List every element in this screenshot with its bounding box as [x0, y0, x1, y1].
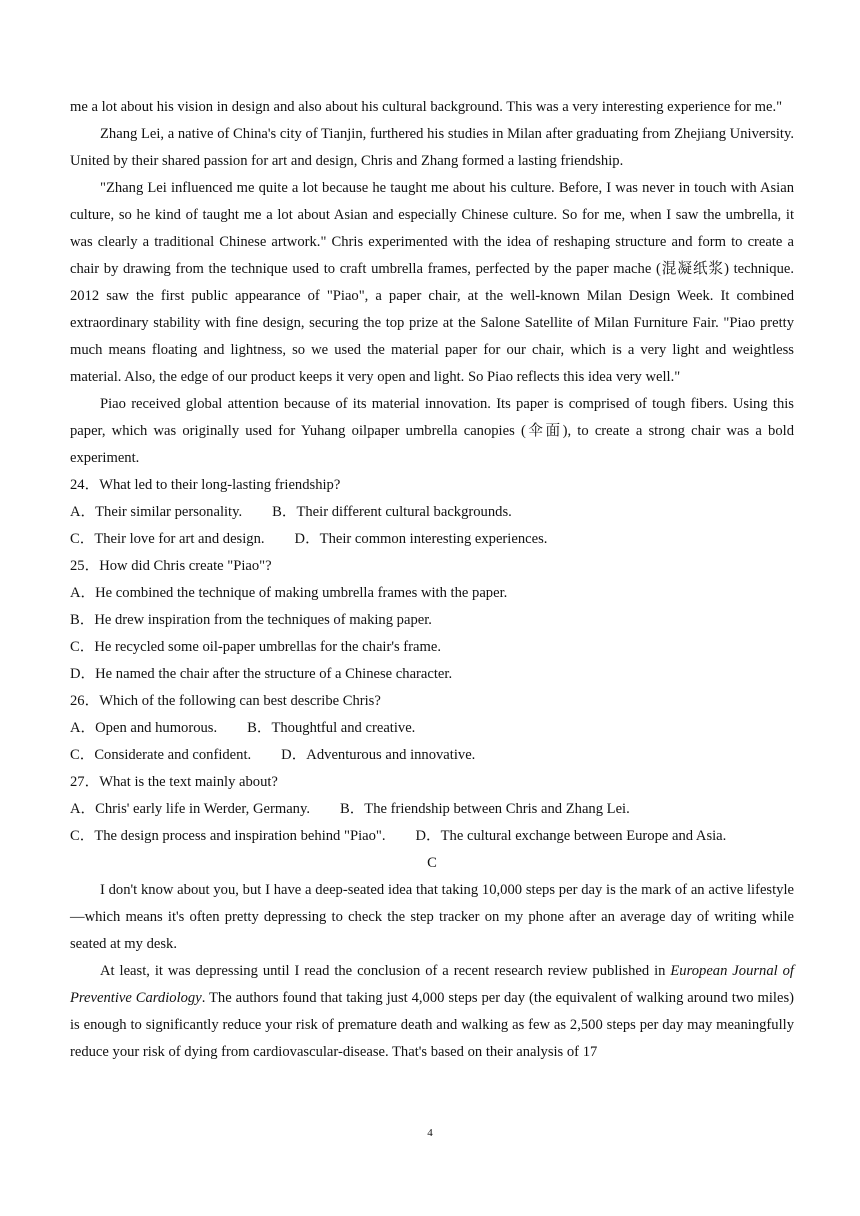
- option-26-d: D．Adventurous and innovative.: [281, 747, 476, 763]
- option-26-b: B．Thoughtful and creative.: [247, 720, 416, 736]
- question-26-stem: 26．Which of the following can best describe Chris?: [70, 693, 381, 709]
- option-27-d: D．The cultural exchange between Europe and Asia.: [415, 828, 727, 844]
- question-26-options-cd: [70, 742, 794, 769]
- document-page: [70, 94, 794, 1066]
- option-24-a: A．Their similar personality.: [70, 504, 243, 520]
- question-25-stem: 25．How did Chris create "Piao"?: [70, 558, 272, 574]
- question-27-options-ab: [70, 796, 794, 823]
- option-27-c: C．The design process and inspiration behind "Piao".: [70, 828, 386, 844]
- paragraph-zhang-lei: Zhang Lei, a native of China's city of Tianjin, furthered his studies in Milan after graduating from Zhejiang University. United by their shared passion for art and design, Chris and Zhang formed a lasting friendship.: [70, 126, 794, 169]
- paragraph-steps-intro: I don't know about you, but I have a deep-seated idea that taking 10,000 steps per day is the mark of an active lifestyle—which means it's often pretty depressing to check the step tracker on my phone after an average day of writing while seated at my desk.: [70, 882, 794, 952]
- question-24-stem: 24．What led to their long-lasting friendship?: [70, 477, 341, 493]
- question-24-options-cd: [70, 526, 794, 553]
- research-text-end: . The authors found that taking just 4,000 steps per day (the equivalent of walking around two miles) is enough to significantly reduce your risk of premature death and walking as few as 2,500 steps per day may meaningfully reduce your risk of dying from cardiovascular-disease. That's based on their analysis of 17: [70, 990, 794, 1060]
- paragraph-chris-quote: "Zhang Lei influenced me quite a lot because he taught me about his culture. Before, I was never in touch with Asian culture, so he kind of taught me a lot about Asian and especially Chinese culture. So for me, when I saw the umbrella, it was clearly a traditional Chinese artwork." Chris experimented with the idea of reshaping structure and form to create a chair by drawing from the technique used to craft umbrella frames, perfected by the paper mache (混凝纸浆) technique. 2012 saw the first public appearance of "Piao", a paper chair, at the well-known Milan Design Week. It combined extraordinary stability with fine design, securing the top prize at the Salone Satellite of Milan Furniture Fair. "Piao pretty much means floating and lightness, so we used the material paper for our chair, which is a very light and weightless material. Also, the edge of our product keeps it very open and light. So Piao reflects this idea very well.": [70, 180, 794, 385]
- option-25-a: A．He combined the technique of making umbrella frames with the paper.: [70, 585, 508, 601]
- option-24-c: C．Their love for art and design.: [70, 531, 265, 547]
- question-27-options-cd: [70, 823, 794, 850]
- paragraph-research-review: [70, 958, 794, 1066]
- question-26-options-ab: [70, 715, 794, 742]
- option-25-d: D．He named the chair after the structure of a Chinese character.: [70, 666, 453, 682]
- option-27-a: A．Chris' early life in Werder, Germany.: [70, 801, 310, 817]
- question-24-options-ab: [70, 499, 794, 526]
- option-26-a: A．Open and humorous.: [70, 720, 218, 736]
- paragraph-continued: me a lot about his vision in design and also about his cultural background. This was a very interesting experience for me.": [70, 99, 783, 115]
- option-26-c: C．Considerate and confident.: [70, 747, 252, 763]
- section-heading: C: [427, 855, 437, 871]
- option-25-c: C．He recycled some oil-paper umbrellas for the chair's frame.: [70, 639, 441, 655]
- option-24-d: D．Their common interesting experiences.: [294, 531, 548, 547]
- option-24-b: B．Their different cultural backgrounds.: [272, 504, 512, 520]
- question-27-stem: 27．What is the text mainly about?: [70, 774, 278, 790]
- paragraph-piao-attention: Piao received global attention because of its material innovation. Its paper is comprised of tough fibers. Using this paper, which was originally used for Yuhang oilpaper umbrella canopies (伞面), to create a strong chair was a bold experiment.: [70, 396, 794, 466]
- option-25-b: B．He drew inspiration from the techniques of making paper.: [70, 612, 432, 628]
- page-number: 4: [427, 1127, 433, 1139]
- journal-title: European Journal of Preventive Cardiology: [70, 963, 794, 1006]
- option-27-b: B．The friendship between Chris and Zhang Lei.: [339, 801, 630, 817]
- research-text-start: At least, it was depressing until I read the conclusion of a recent research review published in: [100, 963, 671, 979]
